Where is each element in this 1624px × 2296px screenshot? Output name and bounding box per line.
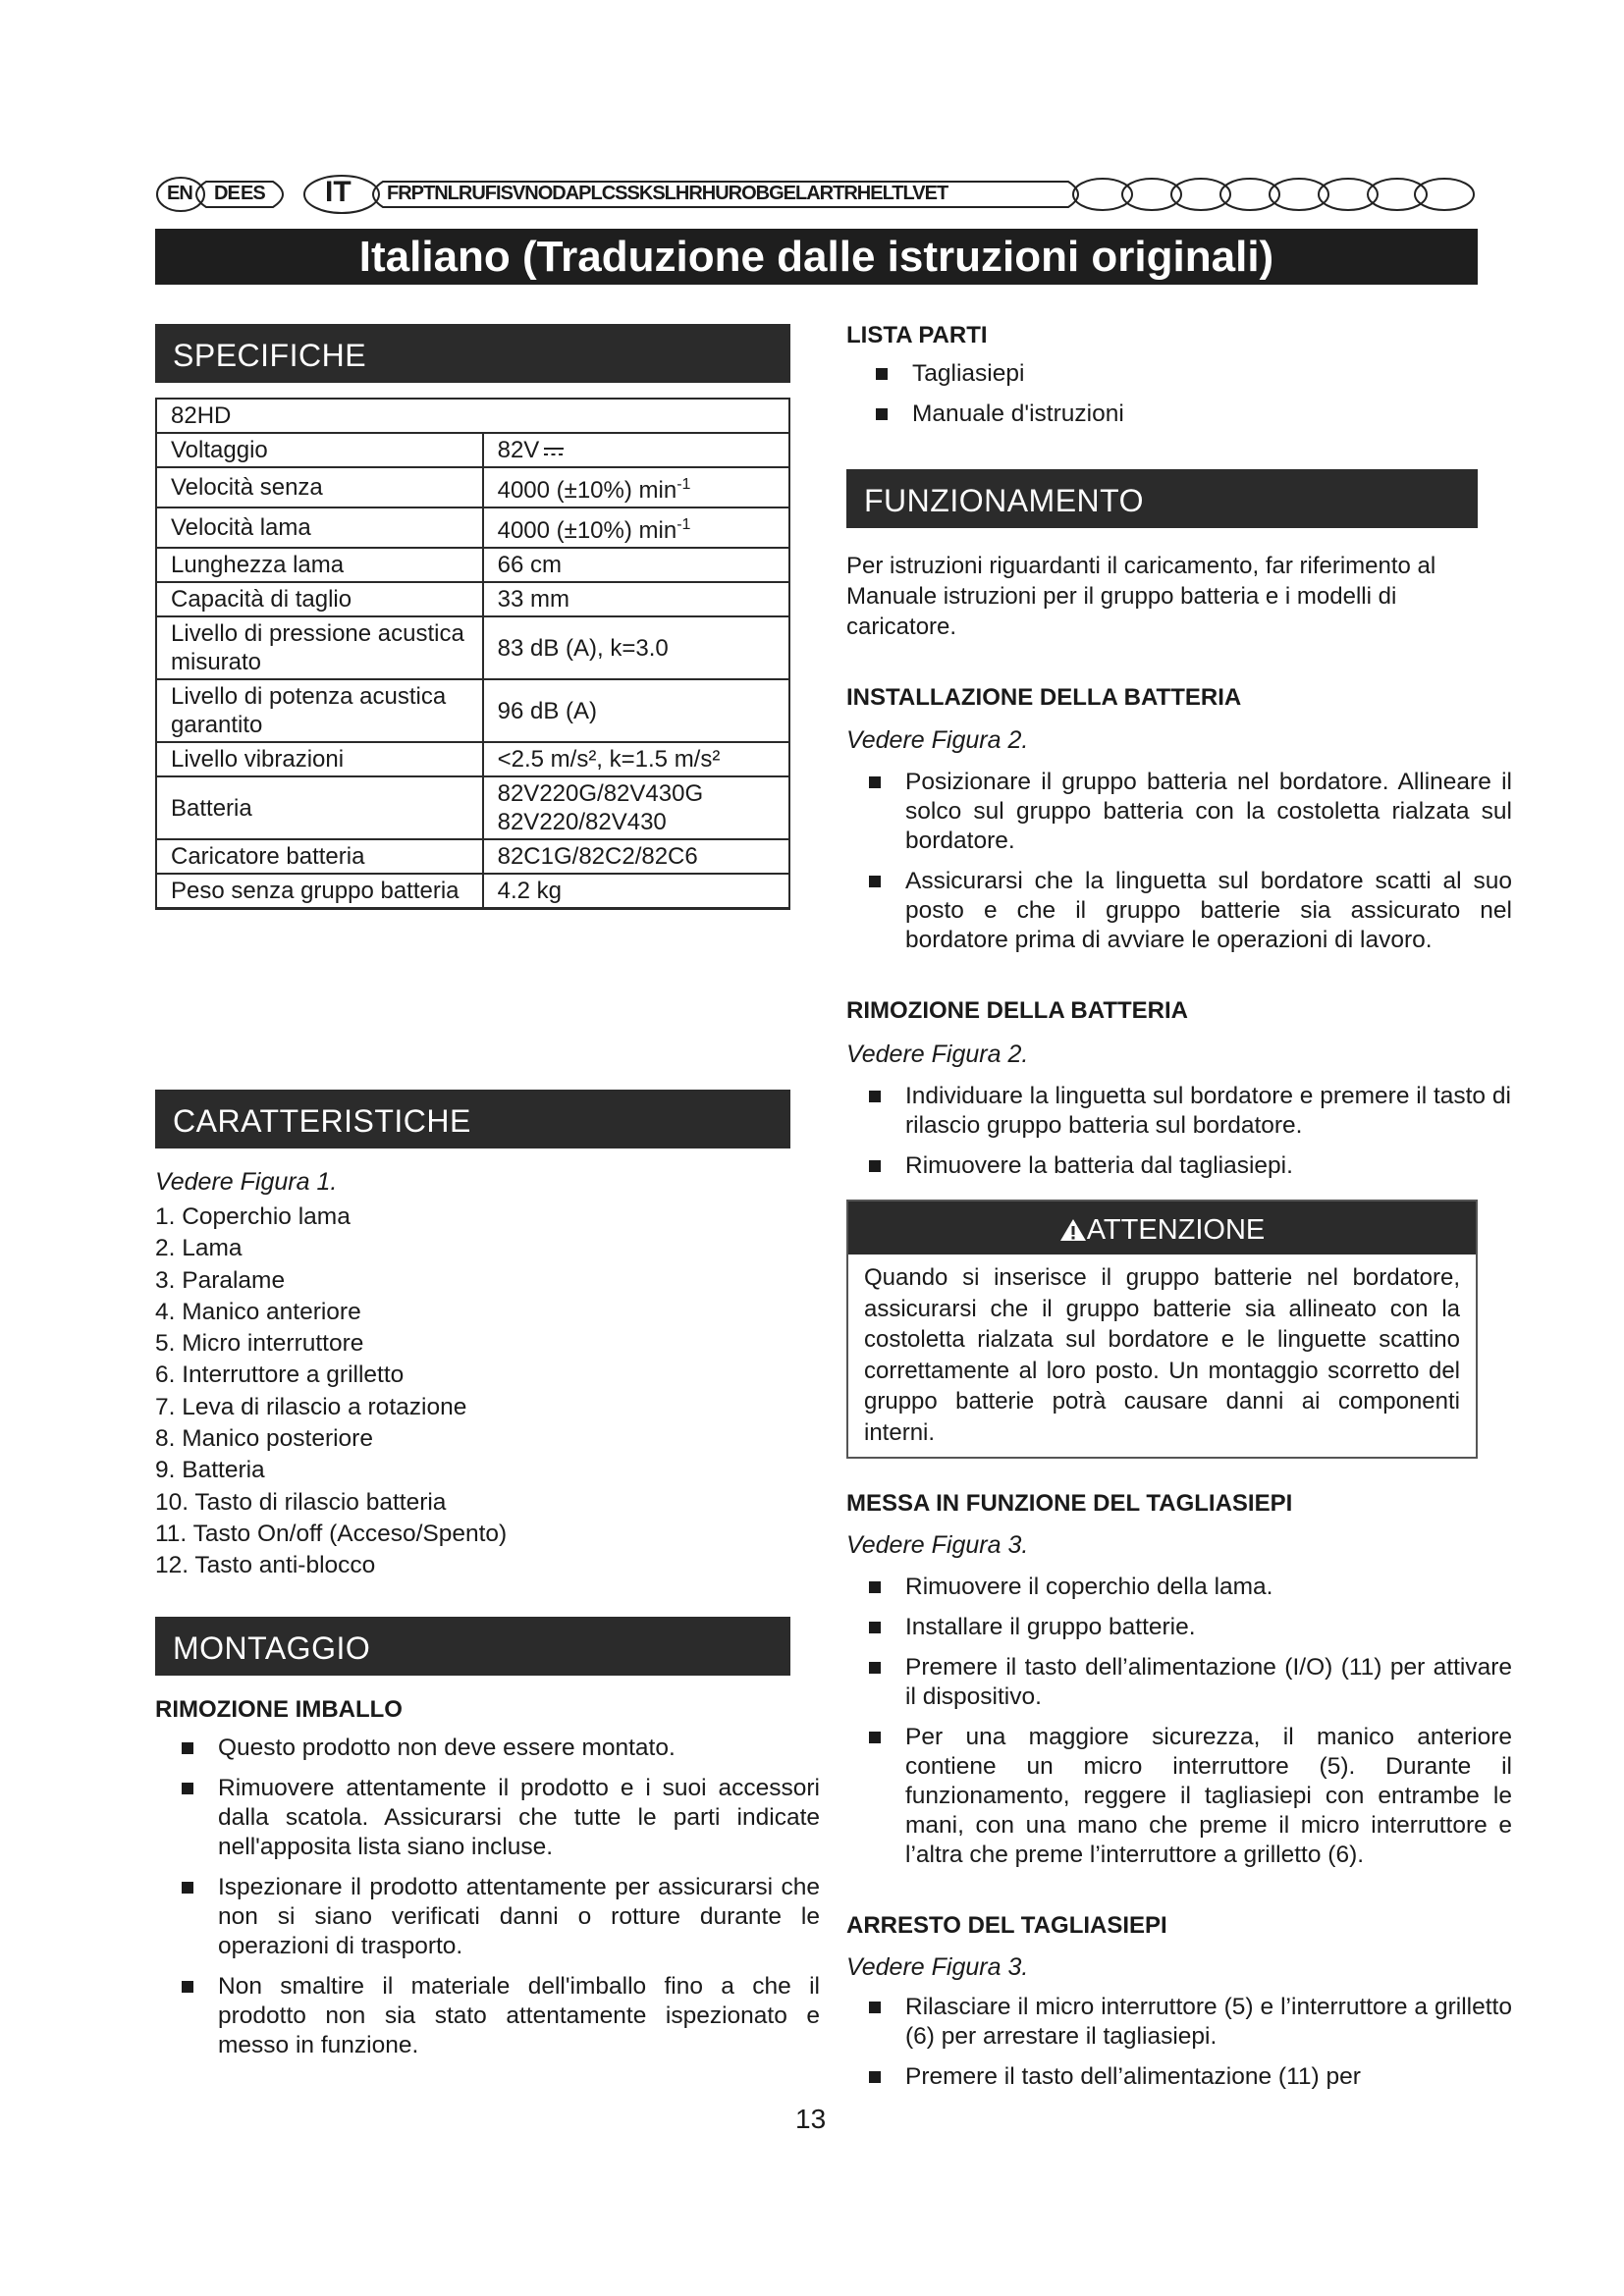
spec-label: Livello di potenza acustica garantito: [156, 679, 483, 742]
language-tab-fi: FI: [484, 183, 501, 204]
list-item: 10. Tasto di rilascio batteria: [155, 1488, 447, 1516]
list-item: Rimuovere attentamente il prodotto e i suoi accessori dalla scatola. Assicurarsi che tutte le parti indicate nell'apposita lista siano incluse.: [177, 1774, 820, 1862]
spec-value: <2.5 m/s², k=1.5 m/s²: [483, 742, 789, 776]
language-tab-no: NO: [524, 183, 553, 204]
spec-superscript: -1: [677, 516, 691, 533]
spec-value: [483, 507, 789, 548]
language-tab-bar: [155, 175, 1478, 214]
list-item: 1. Coperchio lama: [155, 1203, 351, 1230]
spec-value-text: 4000 (±10%) min: [497, 517, 677, 544]
list-item: Manuale d'istruzioni: [871, 400, 1460, 429]
battery-install-list: [864, 768, 1512, 966]
battery-remove-figure-ref: Vedere Figura 2.: [846, 1041, 1029, 1068]
spec-value: 4.2 kg: [483, 874, 789, 909]
spec-label: Capacità di taglio: [156, 582, 483, 616]
language-tab-pl: PL: [578, 183, 602, 204]
battery-remove-list: [864, 1082, 1512, 1192]
list-item: Non smaltire il materiale dell'imballo fino a che il prodotto non sia stato attentamente ispezionato e messo in funzione.: [177, 1972, 820, 2060]
list-item: 11. Tasto On/off (Acceso/Spento): [155, 1520, 508, 1547]
language-tab-de: DE: [214, 183, 240, 204]
spec-label: Lunghezza lama: [156, 548, 483, 582]
spec-value: 82V220G/82V430G 82V220/82V430: [483, 776, 789, 839]
list-item: Ispezionare il prodotto attentamente per assicurarsi che non si siano verificati danni o rotture durante le operazioni di trasporto.: [177, 1873, 820, 1961]
list-item: 2. Lama: [155, 1235, 243, 1262]
spec-value: 82C1G/82C2/82C6: [483, 839, 789, 874]
list-item: Premere il tasto dell’alimentazione (I/O) (11) per attivare il dispositivo.: [864, 1653, 1512, 1712]
table-row: [156, 616, 789, 679]
language-tab-ar: AR: [806, 183, 834, 204]
language-tab-ro: RO: [728, 183, 756, 204]
language-tab-bg: BG: [755, 183, 784, 204]
spec-value: 96 dB (A): [483, 679, 789, 742]
spec-value: 83 dB (A), k=3.0: [483, 616, 789, 679]
list-item: Rilasciare il micro interruttore (5) e l’interruttore a grilletto (6) per arrestare il tagliasiepi.: [864, 1993, 1512, 2052]
list-item: 8. Manico posteriore: [155, 1425, 373, 1453]
language-tab-es: ES: [241, 183, 265, 204]
warning-box: [846, 1200, 1478, 1459]
list-item: Assicurarsi che la linguetta sul bordatore scatti al suo posto e che il gruppo batterie sia assicurato nel bordatore prima di avviare le operazioni di lavoro.: [864, 867, 1512, 955]
spec-value-text: 4000 (±10%) min: [497, 477, 677, 504]
language-tab-en: EN: [167, 183, 192, 204]
list-item: 4. Manico anteriore: [155, 1298, 361, 1325]
operation-heading: FUNZIONAMENTO: [846, 469, 1478, 528]
list-item: Rimuovere il coperchio della lama.: [864, 1573, 1512, 1602]
spec-label: Peso senza gruppo batteria: [156, 874, 483, 909]
stop-list: [864, 1993, 1512, 2103]
features-figure-ref: Vedere Figura 1.: [155, 1168, 338, 1196]
table-row: [156, 679, 789, 742]
list-item: Tagliasiepi: [871, 359, 1460, 389]
unpacking-heading: RIMOZIONE IMBALLO: [155, 1696, 403, 1723]
parts-list: [871, 359, 1460, 440]
parts-list-heading: LISTA PARTI: [846, 322, 988, 348]
list-item: 6. Interruttore a grilletto: [155, 1362, 405, 1389]
list-item: Premere il tasto dell’alimentazione (11) per: [864, 2062, 1512, 2092]
table-row: [156, 582, 789, 616]
language-tab-hr: HR: [675, 183, 702, 204]
operation-intro: Per istruzioni riguardanti il caricamento, far riferimento al Manuale istruzioni per il gruppo batteria e i modelli di caricatore.: [846, 553, 1436, 640]
list-item: 3. Paralame: [155, 1266, 286, 1294]
spec-label: Livello di pressione acustica misurato: [156, 616, 483, 679]
features-list: [155, 1201, 507, 1582]
table-row: [156, 548, 789, 582]
warning-text: Quando si inserisce il gruppo batterie nel bordatore, assicurarsi che il gruppo batterie sia allineato con la costoletta rialzata sul bordatore e le linguette scattino correttamente al loro posto. Un montaggio scorretto del gruppo batterie potrà causare danni ai componenti interni.: [864, 1264, 1460, 1446]
spec-label: Livello vibrazioni: [156, 742, 483, 776]
table-row: [156, 776, 789, 839]
spec-label: Caricatore batteria: [156, 839, 483, 874]
list-item: Individuare la linguetta sul bordatore e premere il tasto di rilascio gruppo batteria sul bordatore.: [864, 1082, 1512, 1141]
language-tab-el: EL: [783, 183, 807, 204]
warning-heading-text: ATTENZIONE: [1086, 1214, 1266, 1246]
language-tab-sk: SK: [626, 183, 653, 204]
list-item: Per una maggiore sicurezza, il manico anteriore contiene un micro interruttore (5). Durante il funzionamento, reggere il tagliasiepi con entrambe le mani, con una mano che preme il micro interruttore e l’altra che preme l’interruttore a grilletto (6).: [864, 1723, 1512, 1870]
language-tab-da: DA: [552, 183, 579, 204]
language-tab-tr: TR: [833, 183, 857, 204]
warning-heading: [848, 1201, 1476, 1255]
unpacking-list: [177, 1734, 820, 2071]
start-heading: MESSA IN FUNZIONE DEL TAGLIASIEPI: [846, 1490, 1293, 1517]
list-item: Rimuovere la batteria dal tagliasiepi.: [864, 1151, 1512, 1181]
language-tab-pt: PT: [410, 183, 435, 204]
spec-value-text: 82V: [497, 437, 540, 463]
battery-remove-heading: RIMOZIONE DELLA BATTERIA: [846, 997, 1188, 1024]
language-tab-ru: RU: [458, 183, 485, 204]
spec-value: [483, 433, 789, 467]
table-row: [156, 467, 789, 507]
spec-label: Voltaggio: [156, 433, 483, 467]
language-tab-sl: SL: [652, 183, 676, 204]
language-tab-sv: SV: [500, 183, 525, 204]
start-list: [864, 1573, 1512, 1881]
spec-label: Velocità lama: [156, 507, 483, 548]
stop-figure-ref: Vedere Figura 3.: [846, 1953, 1029, 1981]
table-row: [156, 433, 789, 467]
list-item: Posizionare il gruppo batteria nel bordatore. Allineare il solco sul gruppo batteria con la costoletta rialzata sul bordatore.: [864, 768, 1512, 856]
warning-triangle-icon: [1059, 1218, 1087, 1242]
spec-label: Batteria: [156, 776, 483, 839]
language-tab-lt: LT: [882, 183, 903, 204]
stop-heading: ARRESTO DEL TAGLIASIEPI: [846, 1912, 1167, 1939]
language-tab-lv: LV: [902, 183, 925, 204]
language-tab-cs: CS: [601, 183, 627, 204]
list-item: 12. Tasto anti-blocco: [155, 1552, 376, 1579]
features-heading: CARATTERISTICHE: [155, 1090, 790, 1148]
specs-heading: SPECIFICHE: [155, 324, 790, 383]
language-tab-fr: FR: [387, 183, 411, 204]
language-tab-nl: NL: [434, 183, 459, 204]
dc-current-icon: [543, 446, 565, 457]
page-number: 13: [795, 2104, 827, 2134]
spec-superscript: -1: [677, 476, 691, 493]
battery-install-heading: INSTALLAZIONE DELLA BATTERIA: [846, 684, 1242, 711]
list-item: Installare il gruppo batterie.: [864, 1613, 1512, 1642]
page-title: Italiano (Traduzione dalle istruzioni originali): [155, 229, 1478, 285]
list-item: 5. Micro interruttore: [155, 1330, 364, 1358]
table-row: [156, 399, 789, 433]
list-item: 9. Batteria: [155, 1457, 265, 1484]
language-tab-list: [387, 183, 947, 205]
assembly-heading: MONTAGGIO: [155, 1617, 790, 1676]
specs-table: [155, 398, 790, 910]
language-tab-it: IT: [325, 176, 352, 208]
table-row: [156, 507, 789, 548]
language-tab-hu: HU: [701, 183, 729, 204]
list-item: Questo prodotto non deve essere montato.: [177, 1734, 820, 1763]
language-tab-he: HE: [856, 183, 883, 204]
spec-value: [483, 467, 789, 507]
spec-value: 66 cm: [483, 548, 789, 582]
spec-label: Velocità senza: [156, 467, 483, 507]
table-row: [156, 839, 789, 874]
spec-model: 82HD: [156, 399, 789, 433]
table-row: [156, 742, 789, 776]
language-tab-et: ET: [924, 183, 948, 204]
list-item: 7. Leva di rilascio a rotazione: [155, 1393, 467, 1420]
table-row: [156, 874, 789, 909]
battery-install-figure-ref: Vedere Figura 2.: [846, 726, 1029, 754]
spec-value: 33 mm: [483, 582, 789, 616]
start-figure-ref: Vedere Figura 3.: [846, 1531, 1029, 1559]
